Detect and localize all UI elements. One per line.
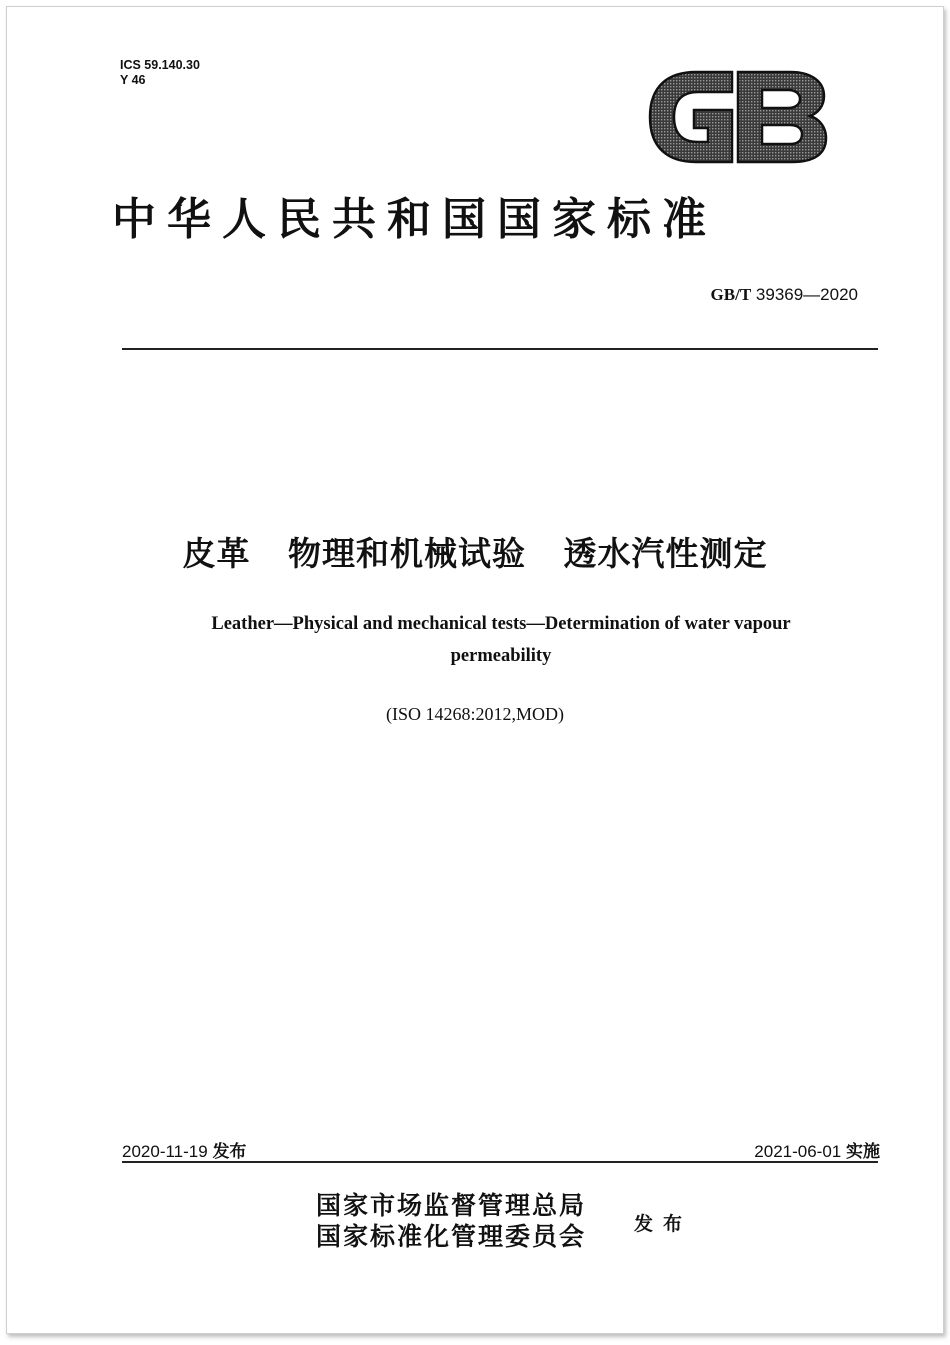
issue-label: 发布	[634, 1213, 693, 1235]
chinese-title: 皮革 物理和机械试验 透水汽性测定	[182, 534, 768, 573]
implementation-date-value: 2021-06-01	[754, 1142, 842, 1161]
iso-reference: (ISO 14268:2012,MOD)	[386, 704, 564, 724]
ics-classification	[120, 58, 200, 88]
english-title-line1: Leather—Physical and mechanical tests—Determination of water vapour	[211, 614, 791, 634]
implementation-label: 实施	[846, 1142, 880, 1162]
publication-label: 发布	[212, 1142, 247, 1162]
publication-date	[122, 1137, 246, 1162]
footer-divider	[122, 1161, 878, 1163]
issuing-authorities	[316, 1190, 586, 1252]
issuer-sac: 国家标准化管理委员会	[316, 1222, 587, 1251]
publication-date-value: 2020-11-19	[122, 1142, 208, 1161]
standard-number	[711, 285, 858, 305]
standard-code: 39369—2020	[755, 285, 858, 304]
ccs-code: Y 46	[120, 73, 146, 87]
english-title	[140, 608, 862, 672]
standard-prefix: GB/T	[710, 285, 752, 304]
header-divider	[122, 348, 878, 350]
implementation-date	[754, 1137, 880, 1162]
issuer-samr: 国家市场监督管理总局	[316, 1191, 587, 1220]
english-title-line2: permeability	[450, 646, 552, 666]
gb-logo	[640, 68, 830, 166]
ics-code: ICS 59.140.30	[120, 58, 200, 72]
country-standard-title: 中华人民共和国国家标准	[112, 194, 717, 245]
